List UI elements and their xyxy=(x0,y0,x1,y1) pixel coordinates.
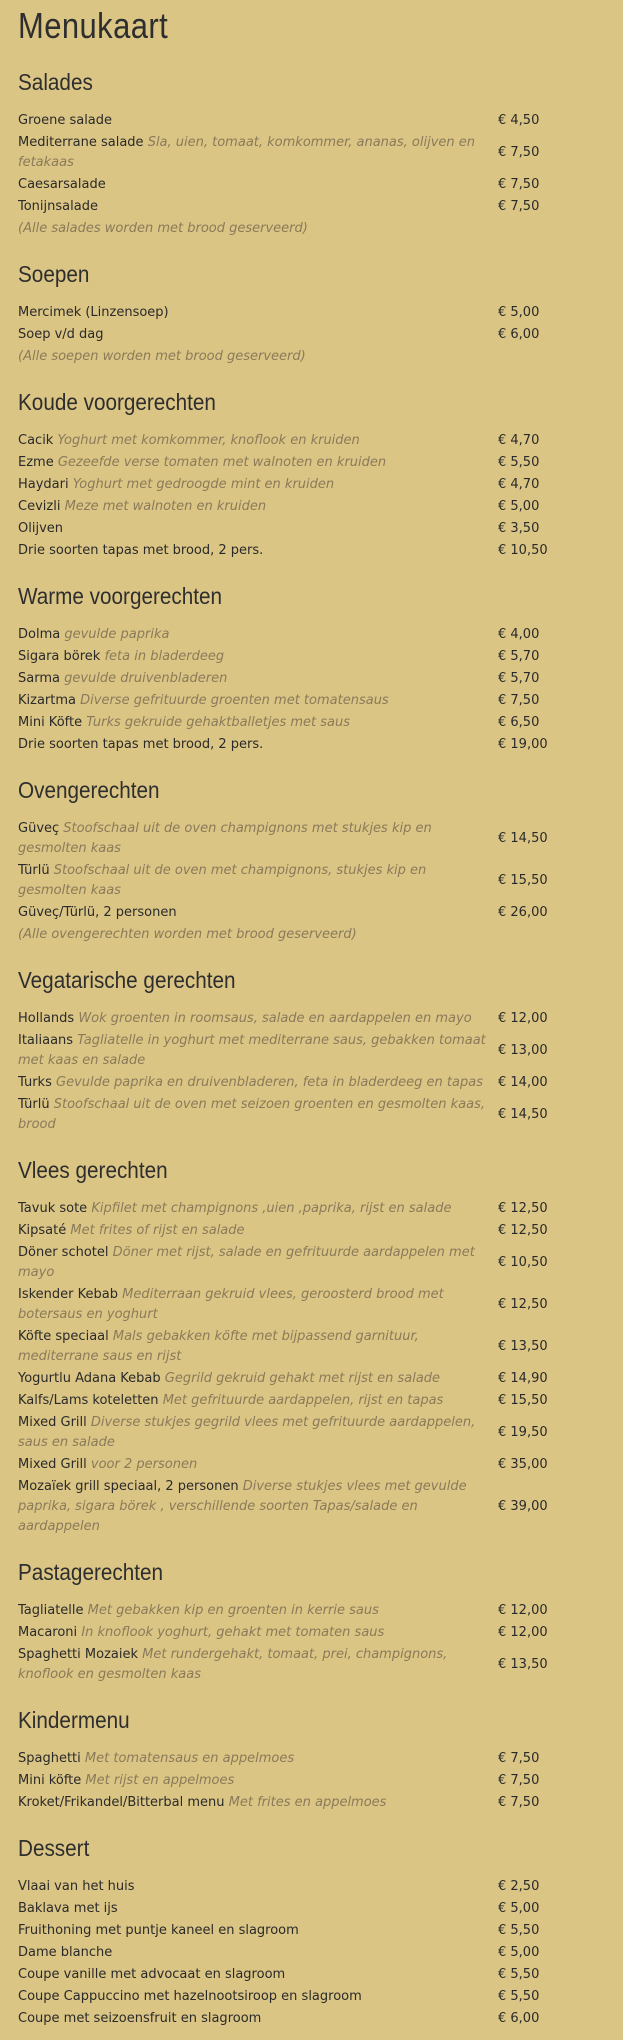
section-heading: Vegatarische gerechten xyxy=(18,967,236,993)
item-price: € 14,50 xyxy=(498,1107,548,1122)
item-description: Gezeefde verse tomaten met walnoten en kruiden xyxy=(57,455,387,470)
item-price: € 7,50 xyxy=(498,145,540,160)
item-description: Kipfilet met champignons ,uien ,paprika, rijst en salade xyxy=(91,1201,452,1216)
menu-item xyxy=(18,1412,605,1454)
item-description: Gevulde paprika en druivenbladeren, feta in bladerdeeg en tapas xyxy=(56,1075,483,1090)
menu-item-text xyxy=(18,1094,496,1136)
menu-item xyxy=(18,734,605,756)
menu-section xyxy=(18,1558,605,1686)
item-name: Haydari xyxy=(18,477,69,492)
item-name: Caesarsalade xyxy=(18,177,106,192)
item-description: gevulde druivenbladeren xyxy=(64,671,228,686)
section-note-text: (Alle soepen worden met brood geserveerd) xyxy=(18,349,306,364)
menu-item-text xyxy=(18,1644,496,1686)
item-price: € 5,70 xyxy=(498,671,540,686)
item-price: € 2,50 xyxy=(498,1879,540,1894)
item-description: Diverse stukjes gegrild vlees met gefrituurde aardappelen, saus en salade xyxy=(18,1415,476,1450)
item-name: Dame blanche xyxy=(18,1945,113,1960)
menu-item xyxy=(18,1326,605,1368)
item-price: € 5,00 xyxy=(498,1945,540,1960)
menu-item xyxy=(18,624,605,646)
menu-item-text xyxy=(18,174,496,196)
menu-item-text xyxy=(18,452,496,474)
menu-table xyxy=(18,818,605,946)
menu-item xyxy=(18,1986,605,2008)
item-description: voor 2 personen xyxy=(90,1457,198,1472)
item-price: € 14,50 xyxy=(498,831,548,846)
menu-section xyxy=(18,582,605,756)
menu-item xyxy=(18,2008,605,2030)
item-description: Met frites en appelmoes xyxy=(228,1795,387,1810)
menu-item xyxy=(18,1942,605,1964)
item-name: Macaroni xyxy=(18,1625,78,1640)
item-price: € 14,00 xyxy=(498,1075,548,1090)
menu-item-text xyxy=(18,1986,496,2008)
menu-item-text xyxy=(18,1770,496,1792)
menu-item-text xyxy=(18,624,496,646)
menu-item-text xyxy=(18,1876,496,1898)
menu-item xyxy=(18,1476,605,1538)
menu-item-text xyxy=(18,1600,496,1622)
menu-item xyxy=(18,302,605,324)
item-name: Drie soorten tapas met brood, 2 pers. xyxy=(18,543,264,558)
menu-item xyxy=(18,132,605,174)
item-price: € 12,00 xyxy=(498,1603,548,1618)
section-heading: Koude voorgerechten xyxy=(18,389,216,415)
item-price: € 5,50 xyxy=(498,1967,540,1982)
item-price: € 4,50 xyxy=(498,113,540,128)
menu-item xyxy=(18,1748,605,1770)
item-price: € 5,00 xyxy=(498,1901,540,1916)
menu-item xyxy=(18,1284,605,1326)
item-name: Kalfs/Lams koteletten xyxy=(18,1393,159,1408)
item-name: Olijven xyxy=(18,521,63,536)
item-name: Yogurtlu Adana Kebab xyxy=(18,1371,161,1386)
item-price: € 4,70 xyxy=(498,477,540,492)
item-price: € 5,50 xyxy=(498,1923,540,1938)
item-price: € 6,00 xyxy=(498,2011,540,2026)
item-price: € 7,50 xyxy=(498,199,540,214)
menu-item xyxy=(18,1368,605,1390)
menu-item xyxy=(18,712,605,734)
item-price: € 7,50 xyxy=(498,1773,540,1788)
section-heading: Ovengerechten xyxy=(18,777,160,803)
item-name: Türlü xyxy=(18,863,50,878)
menu-item-text xyxy=(18,2008,496,2030)
item-description: Mediterraan gekruid vlees, geroosterd brood met botersaus en yoghurt xyxy=(18,1287,444,1322)
menu-item-text xyxy=(18,1454,496,1476)
menu-item xyxy=(18,1454,605,1476)
menu-item-text xyxy=(18,196,496,218)
section-heading: Kindermenu xyxy=(18,1707,130,1733)
menu-item-text xyxy=(18,1792,496,1814)
item-price: € 19,00 xyxy=(498,737,548,752)
menu-section xyxy=(18,776,605,946)
menu-item-text xyxy=(18,302,496,324)
menu-table xyxy=(18,1748,605,1814)
item-price: € 3,50 xyxy=(498,521,540,536)
menu-item-text xyxy=(18,110,496,132)
menu-item xyxy=(18,174,605,196)
item-name: Vlaai van het huis xyxy=(18,1879,135,1894)
menu-item xyxy=(18,1198,605,1220)
item-description: Döner met rijst, salade en gefrituurde aardappelen met mayo xyxy=(18,1245,475,1280)
menu-item-text xyxy=(18,712,496,734)
item-name: Cacik xyxy=(18,433,54,448)
item-name: Mixed Grill xyxy=(18,1415,87,1430)
item-name: Güveç xyxy=(18,821,60,836)
item-price: € 6,50 xyxy=(498,715,540,730)
menu-item xyxy=(18,1390,605,1412)
menu-item-text xyxy=(18,1030,496,1072)
menu-item-text xyxy=(18,1920,496,1942)
item-name: Coupe vanille met advocaat en slagroom xyxy=(18,1967,286,1982)
item-name: Italiaans xyxy=(18,1033,74,1048)
menu-table xyxy=(18,1600,605,1686)
menu-section xyxy=(18,966,605,1136)
menu-item-text xyxy=(18,1942,496,1964)
menu-item-text xyxy=(18,1390,496,1412)
menu-table xyxy=(18,1876,605,2030)
item-price: € 5,50 xyxy=(498,1989,540,2004)
menu-section xyxy=(18,388,605,562)
item-price: € 14,90 xyxy=(498,1371,548,1386)
menu-item xyxy=(18,196,605,218)
section-heading: Soepen xyxy=(18,261,90,287)
item-price: € 39,00 xyxy=(498,1499,548,1514)
item-name: Groene salade xyxy=(18,113,113,128)
item-name: Kroket/Frikandel/Bitterbal menu xyxy=(18,1795,225,1810)
item-price: € 15,50 xyxy=(498,1393,548,1408)
menu-item-text xyxy=(18,1622,496,1644)
menu-item xyxy=(18,1770,605,1792)
menu-table xyxy=(18,110,605,240)
menu-item xyxy=(18,1920,605,1942)
section-note xyxy=(18,218,605,240)
item-name: Sigara börek xyxy=(18,649,101,664)
item-price: € 15,50 xyxy=(498,873,548,888)
menu-table xyxy=(18,430,605,562)
item-description: Stoofschaal uit de oven met champignons, stukjes kip en gesmolten kaas xyxy=(18,863,427,898)
menu-item xyxy=(18,1030,605,1072)
menu-item xyxy=(18,1792,605,1814)
item-description: Stoofschaal uit de oven champignons met stukjes kip en gesmolten kaas xyxy=(18,821,432,856)
item-name: Kipsaté xyxy=(18,1223,67,1238)
item-description: Met gebakken kip en groenten in kerrie saus xyxy=(87,1603,379,1618)
menu-section xyxy=(18,1156,605,1538)
item-name: Mercimek (Linzensoep) xyxy=(18,305,169,320)
menu-item-text xyxy=(18,1326,496,1368)
section-note xyxy=(18,924,605,946)
menu-table xyxy=(18,1198,605,1538)
item-name: Hollands xyxy=(18,1011,75,1026)
item-description: Sla, uien, tomaat, komkommer, ananas, olijven en fetakaas xyxy=(18,135,476,170)
menu-item-text xyxy=(18,1368,496,1390)
item-price: € 12,50 xyxy=(498,1297,548,1312)
item-price: € 7,50 xyxy=(498,693,540,708)
menu-section xyxy=(18,1706,605,1814)
item-name: Mini Köfte xyxy=(18,715,83,730)
menu-table xyxy=(18,302,605,368)
item-description: feta in bladerdeeg xyxy=(104,649,225,664)
item-name: Kizartma xyxy=(18,693,76,708)
menu-item xyxy=(18,646,605,668)
item-name: Sarma xyxy=(18,671,60,686)
menu-item xyxy=(18,518,605,540)
menu-item xyxy=(18,1644,605,1686)
menu-item xyxy=(18,324,605,346)
item-description: Met rijst en appelmoes xyxy=(85,1773,235,1788)
menu-section xyxy=(18,1834,605,2030)
menu-item xyxy=(18,474,605,496)
menu-item-text xyxy=(18,1748,496,1770)
item-name: Spaghetti xyxy=(18,1751,81,1766)
section-heading: Dessert xyxy=(18,1835,90,1861)
item-description: In knoflook yoghurt, gehakt met tomaten saus xyxy=(81,1625,385,1640)
page-title: Menukaart xyxy=(18,5,169,46)
item-name: Tonijnsalade xyxy=(18,199,98,214)
item-name: Tavuk sote xyxy=(18,1201,88,1216)
item-price: € 13,50 xyxy=(498,1339,548,1354)
item-description: Mals gebakken köfte met bijpassend garnituur, mediterrane saus en rijst xyxy=(18,1329,419,1364)
item-description: Wok groenten in roomsaus, salade en aardappelen en mayo xyxy=(78,1011,472,1026)
menu-item xyxy=(18,1964,605,1986)
item-name: Köfte speciaal xyxy=(18,1329,109,1344)
menu-item-text xyxy=(18,1008,496,1030)
item-price: € 26,00 xyxy=(498,905,548,920)
item-description: Met gefrituurde aardappelen, rijst en tapas xyxy=(162,1393,444,1408)
menu-item-text xyxy=(18,1072,496,1094)
menu-item xyxy=(18,110,605,132)
item-name: Baklava met ijs xyxy=(18,1901,118,1916)
menu-item xyxy=(18,902,605,924)
item-price: € 10,50 xyxy=(498,543,548,558)
item-name: Mozaïek grill speciaal, 2 personen xyxy=(18,1479,239,1494)
item-price: € 19,50 xyxy=(498,1425,548,1440)
item-description: Meze met walnoten en kruiden xyxy=(64,499,267,514)
menu-item xyxy=(18,818,605,860)
menu-item-text xyxy=(18,1242,496,1284)
item-price: € 5,50 xyxy=(498,455,540,470)
menu-item-text xyxy=(18,1412,496,1454)
menu-item-text xyxy=(18,1964,496,1986)
menu-table xyxy=(18,1008,605,1136)
item-price: € 7,50 xyxy=(498,1795,540,1810)
menu-item-text xyxy=(18,1898,496,1920)
menu-item xyxy=(18,1072,605,1094)
menu-item xyxy=(18,452,605,474)
menu-item-text xyxy=(18,540,496,562)
menu-item xyxy=(18,1094,605,1136)
menu-item-text xyxy=(18,1476,496,1538)
item-name: Coupe met seizoensfruit en slagroom xyxy=(18,2011,262,2026)
item-price: € 12,00 xyxy=(498,1011,548,1026)
menu-item xyxy=(18,860,605,902)
menu-section xyxy=(18,68,605,240)
item-description: Met frites of rijst en salade xyxy=(70,1223,245,1238)
menu-item xyxy=(18,1898,605,1920)
menu-sections xyxy=(18,68,605,2030)
menu-item xyxy=(18,1600,605,1622)
section-note-text: (Alle ovengerechten worden met brood geserveerd) xyxy=(18,927,357,942)
item-description: Diverse stukjes vlees met gevulde paprika, sigara börek , verschillende soorten Tapas/salade en aardappelen xyxy=(18,1479,467,1534)
menu-item-text xyxy=(18,132,496,174)
section-note xyxy=(18,346,605,368)
menu-item-text xyxy=(18,668,496,690)
item-name: Tagliatelle xyxy=(18,1603,84,1618)
item-name: Mini köfte xyxy=(18,1773,82,1788)
item-description: Yoghurt met komkommer, knoflook en kruiden xyxy=(57,433,360,448)
item-description: Diverse gefrituurde groenten met tomatensaus xyxy=(80,693,389,708)
menu-item xyxy=(18,1220,605,1242)
item-price: € 4,00 xyxy=(498,627,540,642)
section-heading: Pastagerechten xyxy=(18,1559,164,1585)
item-name: Coupe Cappuccino met hazelnootsiroop en slagroom xyxy=(18,1989,362,2004)
menu-item xyxy=(18,668,605,690)
menu-item-text xyxy=(18,860,496,902)
menu-item xyxy=(18,1876,605,1898)
item-name: Döner schotel xyxy=(18,1245,109,1260)
item-price: € 35,00 xyxy=(498,1457,548,1472)
item-name: Cevizli xyxy=(18,499,61,514)
menu-item xyxy=(18,1008,605,1030)
menu-item-text xyxy=(18,1284,496,1326)
item-description: Yoghurt met gedroogde mint en kruiden xyxy=(72,477,335,492)
menu-item xyxy=(18,690,605,712)
item-price: € 7,50 xyxy=(498,1751,540,1766)
item-description: Turks gekruide gehaktballetjes met saus xyxy=(86,715,351,730)
item-name: Güveç/Türlü, 2 personen xyxy=(18,905,177,920)
item-price: € 12,50 xyxy=(498,1201,548,1216)
item-description: Met tomatensaus en appelmoes xyxy=(84,1751,295,1766)
item-name: Spaghetti Mozaiek xyxy=(18,1647,138,1662)
item-name: Ezme xyxy=(18,455,54,470)
menu-section xyxy=(18,260,605,368)
item-description: Met rundergehakt, tomaat, prei, champignons, knoflook en gesmolten kaas xyxy=(18,1647,448,1682)
menu-item-text xyxy=(18,690,496,712)
menu-item-text xyxy=(18,1220,496,1242)
menu-item-text xyxy=(18,1198,496,1220)
section-note-text: (Alle salades worden met brood geserveerd) xyxy=(18,221,308,236)
item-description: Tagliatelle in yoghurt met mediterrane saus, gebakken tomaat met kaas en salade xyxy=(18,1033,486,1068)
item-price: € 6,00 xyxy=(498,327,540,342)
section-heading: Salades xyxy=(18,69,93,95)
item-price: € 12,50 xyxy=(498,1223,548,1238)
menu-item xyxy=(18,540,605,562)
item-price: € 10,50 xyxy=(498,1255,548,1270)
item-price: € 4,70 xyxy=(498,433,540,448)
item-name: Turks xyxy=(18,1075,52,1090)
menu-item-text xyxy=(18,496,496,518)
section-heading: Warme voorgerechten xyxy=(18,583,223,609)
section-heading: Vlees gerechten xyxy=(18,1157,168,1183)
item-description: Stoofschaal uit de oven met seizoen groenten en gesmolten kaas, brood xyxy=(18,1097,486,1132)
item-name: Türlü xyxy=(18,1097,50,1112)
item-name: Mediterrane salade xyxy=(18,135,144,150)
item-price: € 12,00 xyxy=(498,1625,548,1640)
item-name: Fruithoning met puntje kaneel en slagroom xyxy=(18,1923,299,1938)
menu-item-text xyxy=(18,324,496,346)
item-price: € 5,70 xyxy=(498,649,540,664)
menu-item-text xyxy=(18,734,496,756)
item-description: gevulde paprika xyxy=(64,627,170,642)
menu-item xyxy=(18,496,605,518)
menu-item-text xyxy=(18,430,496,452)
menu-table xyxy=(18,624,605,756)
menu-item-text xyxy=(18,474,496,496)
item-name: Drie soorten tapas met brood, 2 pers. xyxy=(18,737,264,752)
menu-item xyxy=(18,1622,605,1644)
item-price: € 5,00 xyxy=(498,305,540,320)
item-price: € 7,50 xyxy=(498,177,540,192)
item-name: Soep v/d dag xyxy=(18,327,104,342)
item-name: Mixed Grill xyxy=(18,1457,87,1472)
item-description: Gegrild gekruid gehakt met rijst en salade xyxy=(164,1371,441,1386)
item-price: € 13,50 xyxy=(498,1657,548,1672)
item-price: € 13,00 xyxy=(498,1043,548,1058)
item-name: Iskender Kebab xyxy=(18,1287,118,1302)
item-name: Dolma xyxy=(18,627,61,642)
menu-item xyxy=(18,1242,605,1284)
item-price: € 5,00 xyxy=(498,499,540,514)
menu-item xyxy=(18,430,605,452)
menu-item-text xyxy=(18,518,496,540)
menu-item-text xyxy=(18,818,496,860)
menu-item-text xyxy=(18,646,496,668)
menu-item-text xyxy=(18,902,496,924)
